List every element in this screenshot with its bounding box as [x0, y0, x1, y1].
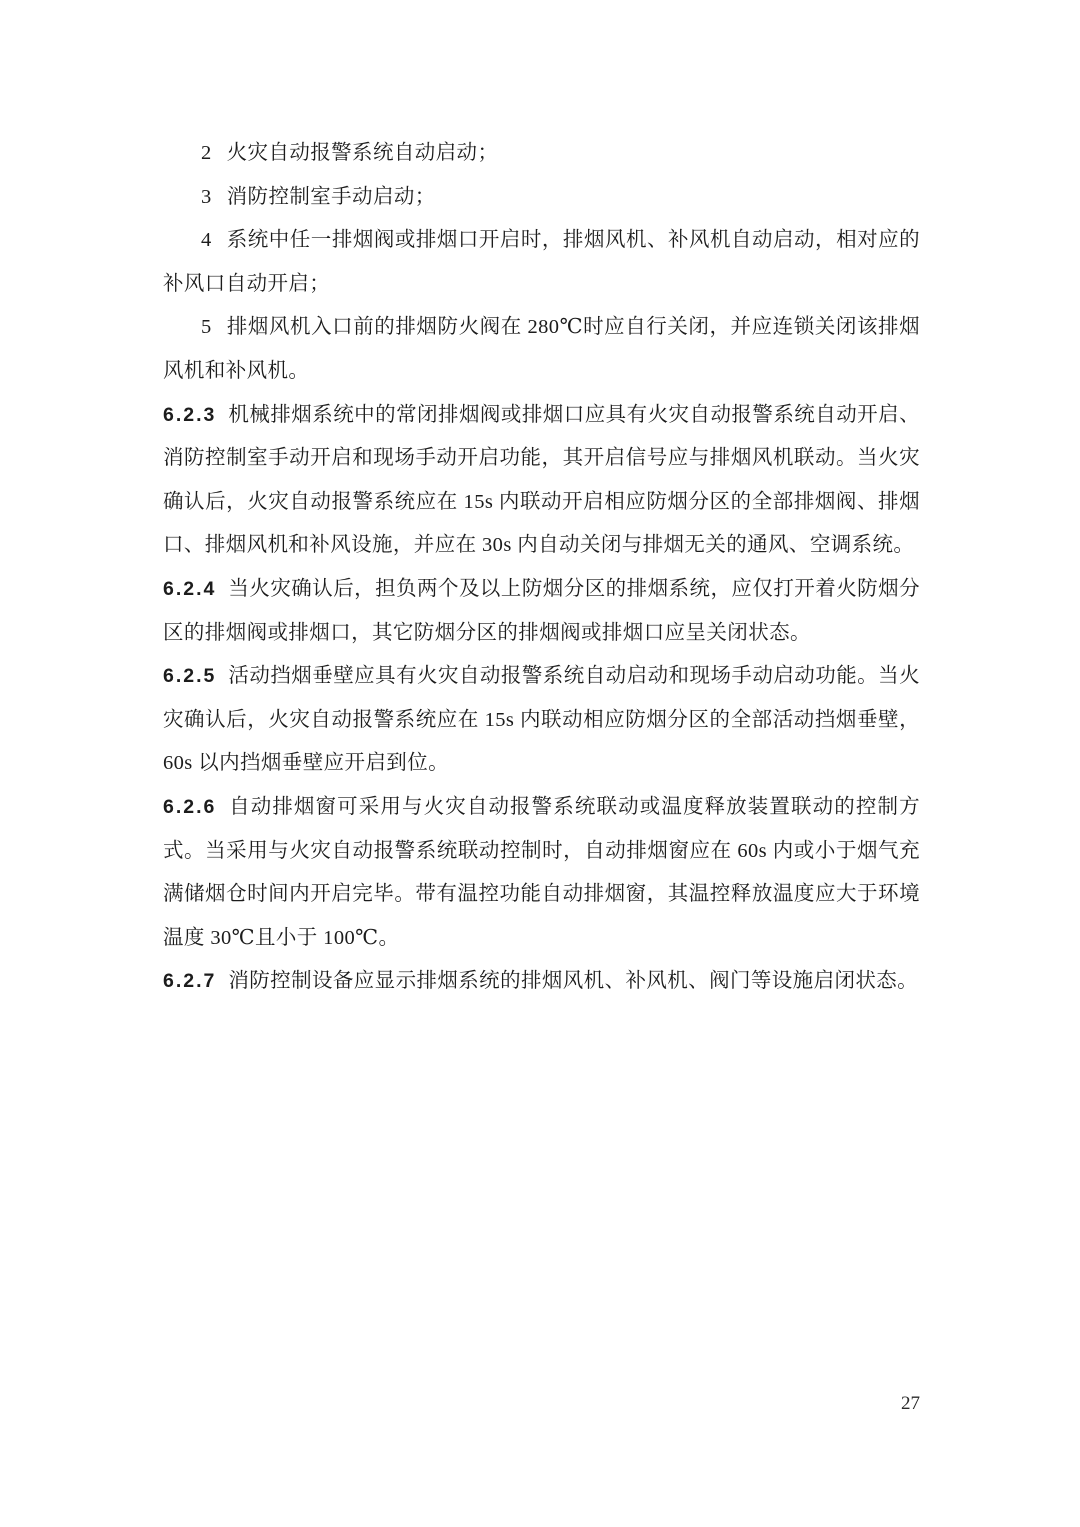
clause-item-number: 5 — [201, 316, 212, 339]
clause-item-4 — [163, 219, 920, 306]
clause-section-number: 6.2.5 — [163, 665, 217, 688]
clause-section-number: 6.2.6 — [163, 795, 217, 818]
clause-section-number: 6.2.7 — [163, 970, 217, 993]
clause-item-3 — [163, 176, 920, 220]
clause-item-number: 4 — [201, 229, 212, 252]
clause-item-text: 系统中任一排烟阀或排烟口开启时，排烟风机、补风机自动启动，相对应的补风口自动开启； — [163, 229, 920, 295]
clause-section-text: 自动排烟窗可采用与火灾自动报警系统联动或温度释放装置联动的控制方式。当采用与火灾自动报警系统联动控制时，自动排烟窗应在 60s 内或小于烟气充满储烟仓时间内开启完毕。带有温控功能自动排烟窗，其温控释放温度应大于环境温度 30℃且小于 100℃。 — [163, 795, 920, 949]
clause-section-text: 活动挡烟垂壁应具有火灾自动报警系统自动启动和现场手动启动功能。当火灾确认后，火灾自动报警系统应在 15s 内联动相应防烟分区的全部活动挡烟垂壁，60s 以内挡烟垂壁应开启到位。 — [163, 665, 920, 775]
clause-6-2-6 — [163, 786, 920, 960]
clause-item-number: 2 — [201, 142, 212, 164]
clause-item-number: 3 — [201, 185, 212, 208]
clause-section-text: 消防控制设备应显示排烟系统的排烟风机、补风机、阀门等设施启闭状态。 — [228, 970, 919, 993]
clause-6-2-7 — [163, 960, 920, 1004]
page-number: 27 — [901, 1393, 920, 1414]
clause-section-number: 6.2.3 — [163, 403, 217, 426]
clause-item-2 — [163, 132, 920, 176]
clause-6-2-5 — [163, 655, 920, 786]
clause-section-text: 当火灾确认后，担负两个及以上防烟分区的排烟系统，应仅打开着火防烟分区的排烟阀或排烟口，其它防烟分区的排烟阀或排烟口应呈关闭状态。 — [163, 577, 920, 644]
clause-item-text: 消防控制室手动启动； — [226, 185, 436, 208]
clause-section-number: 6.2.4 — [163, 577, 217, 600]
clause-6-2-4 — [163, 568, 920, 655]
clause-item-text: 排烟风机入口前的排烟防火阀在 280℃时应自行关闭，并应连锁关闭该排烟风机和补风机。 — [163, 316, 920, 382]
document-body — [163, 132, 920, 1004]
clause-item-5 — [163, 306, 920, 393]
clause-item-text: 火灾自动报警系统自动启动； — [226, 142, 499, 164]
clause-6-2-3 — [163, 394, 920, 568]
clause-section-text: 机械排烟系统中的常闭排烟阀或排烟口应具有火灾自动报警系统自动开启、消防控制室手动开启和现场手动开启功能，其开启信号应与排烟风机联动。当火灾确认后，火灾自动报警系统应在 15s 内联动开启相应防烟分区的全部排烟阀、排烟口、排烟风机和补风设施，并应在 30s 内自动关闭与排烟无关的通风、空调系统。 — [163, 403, 920, 557]
